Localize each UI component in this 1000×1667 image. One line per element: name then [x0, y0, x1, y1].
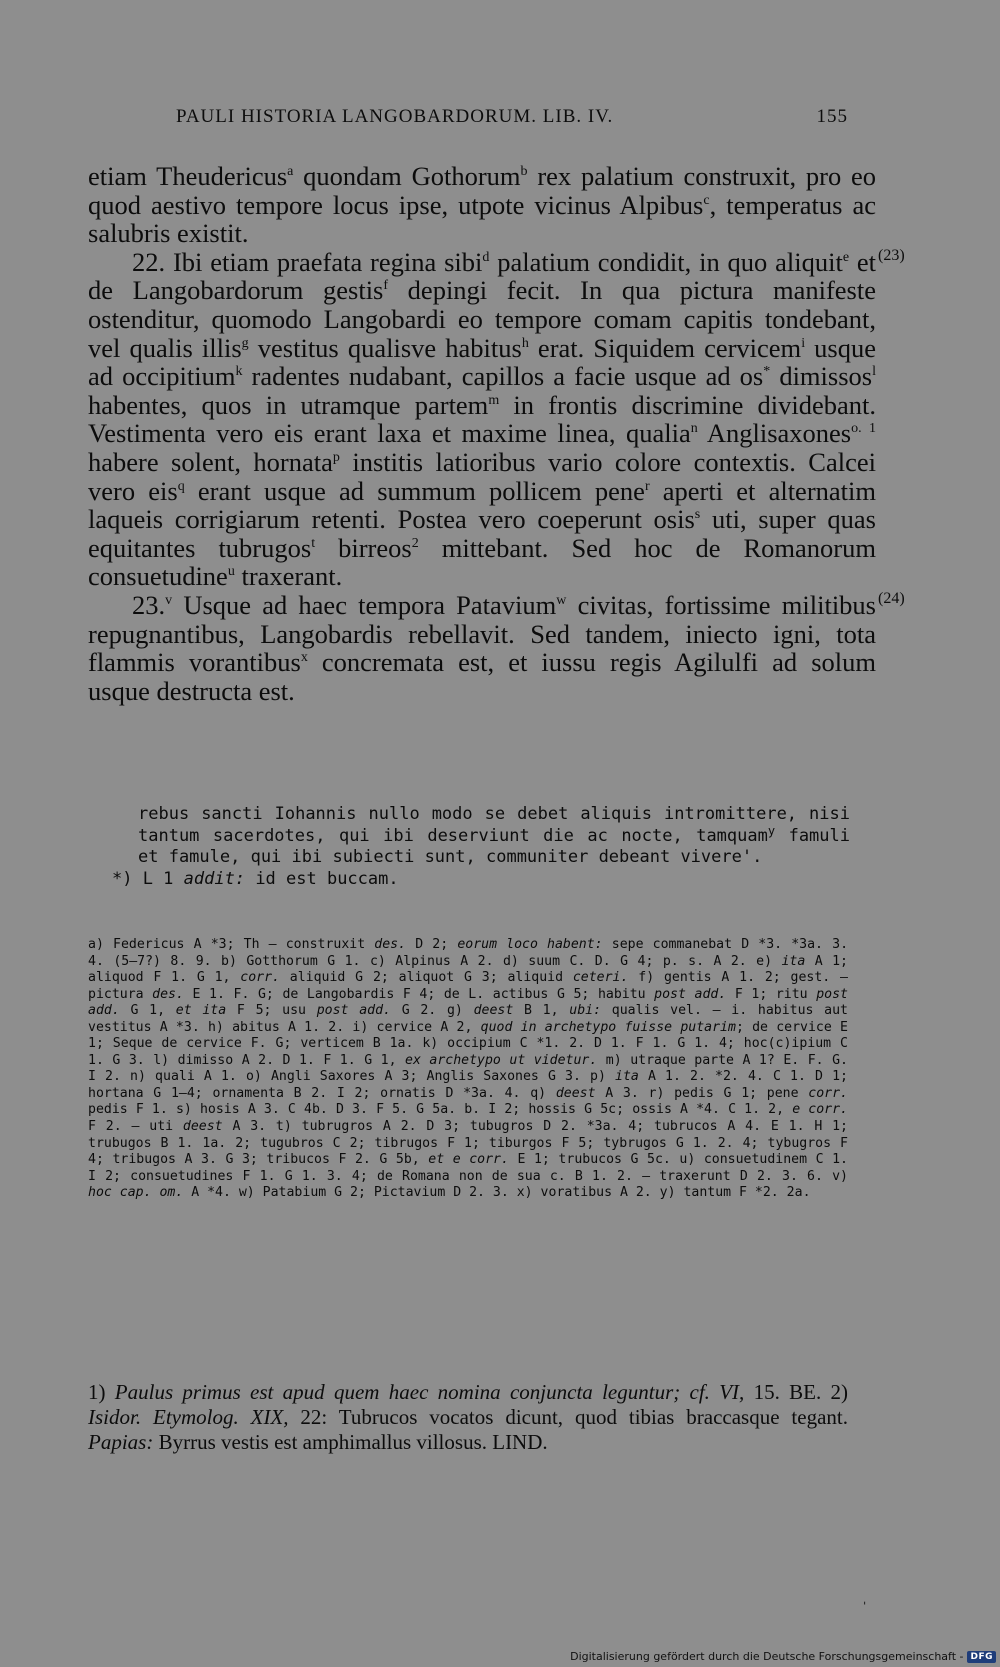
paragraph-chapter-23 — [88, 589, 905, 706]
apparatus-text: a) Federicus A *3; Th — construxit des. D 2; eorum loco habent: sepe commanebat D *3. *3a. 3. 4. (5—7?) 8. 9. b) Gotthorum G 1. c) Alpinus A 2. d) suum C. D. G 4; p. s. A 2. e) ita A 1; aliquod F 1. G 1, corr. aliquid G 2; aliquot G 3; aliquid ceteri. f) gentis A 1. 2; gest. — pictura des. E 1. F. G; de Langobardis F 4; de L. actibus G 5; habitu post add. F 1; ritu post add. G 1, et ita F 5; usu post add. G 2. g) deest B 1, ubi: qualis vel. — i. habitus aut vestitus A *3. h) abitus A 1. 2. i) cervice A 2, quod in archetypo fuisse putarim; de cervice E 1; Seque de cervice F. G; verticem B 1a. k) occipium C *1. 2. D 1. F 1. G 1. 4; hoc(c)ipium C 1. G 3. l) dimisso A 2. D 1. F 1. G 1, ex archetypo ut videtur. m) utraque parte A 1? E. F. G. I 2. n) quali A 1. o) Angli Saxores A 3; Anglis Saxones G 3. p) ita A 1. 2. *2. 4. C 1. D 1; hortana G 1—4; ornamenta B 2. I 2; ornatis D *3a. 4. q) deest A 3. r) pedis G 1; pene corr. pedis F 1. s) hosis A 3. C 4b. D 3. F 5. G 5a. b. I 2; hossis G 5c; ossis A *4. C 1. 2, e corr. F 2. — uti deest A 3. t) tubrugros A 2. D 3; tubugros D 2. *3a. 4; tubrucos A 4. E 1. H 1; trubugos B 1. 1a. 2; tugubros C 2; tibrugos F 1; tiburgos F 5; tybrugos G 1. 2. 4; tybugros F 4; tribugos A 3. G 3; tribucos F 2. G 5b, et e corr. E 1; trubucos G 5c. u) consuetudinem C 1. I 2; consuetudines F 1. G 1. 3. 4; de Romana non de sua c. B 1. 2. — traxerunt D 2. 3. 6. v) hoc cap. om. A *4. w) Patabium G 2; Pictavium D 2. 3. x) voratibus A 2. y) tantum F *2. 2a. — [88, 937, 849, 1201]
page-number: 155 — [816, 106, 848, 127]
asterisk-note — [112, 804, 850, 890]
critical-apparatus — [88, 937, 848, 1202]
paragraph-21-continuation: etiam Theudericus$^a$ quondam Gothorum$^b$ rex palatium construxit, pro eo quod aestivo tempore locus ipse, utpote vicinus Alpibus$^c$, temperatus ac salubris existit. — [88, 161, 877, 249]
dfg-logo-icon: DFG — [967, 1651, 996, 1663]
footnotes-text: 1) Paulus primus est apud quem haec nomina conjuncta leguntur; cf. VI, 15. BE. 2) Isidor. Etymolog. XIX, 22: Tubrucos vocatos dicunt, quod tibias braccasque tegant. Papias: Byrrus vestis est amphimallus villosus. LIND. — [88, 1380, 849, 1454]
chapter-22-text: 22. Ibi etiam praefata regina sibi$^d$ palatium condidit, in quo aliquit$^e$ et de Langobardorum gestis$^f$ depingi fecit. In qua pictura manifeste ostenditur, quomodo Langobardi eo tempore comam capitis tondebant, vel qualis illis$^g$ vestitus qualisve habitus$^h$ erat. Siquidem cervicem$^i$ usque ad occipitium$^k$ radentes nudabant, capillos a facie usque ad os* dimissos$^l$ habentes, quos in utramque partem$^m$ in frontis discrimine dividebant. Vestimenta vero eis erant laxa et maxime linea, qualia$^n$ Anglisaxones$^{o. 1}$ habere solent, hornata$^p$ institis latioribus vario colore contextis. Calcei vero eis$^q$ erant usque ad summum pollicem pene$^r$ aperti et alternatim laqueis corrigiarum retenti. Postea vero coeperunt osis$^s$ uti, super quas equitantes tubrugos$^t$ birreos$^2$ mittebant. Sed hoc de Romanorum consuetudine$^u$ traxerant. — [88, 246, 877, 592]
digitization-credit — [570, 1650, 996, 1663]
asterisk-note-addition: *) L 1 addit: id est buccam. — [112, 868, 399, 889]
footnotes — [88, 1380, 848, 1455]
margin-reference-24: (24) — [878, 589, 905, 607]
main-text — [88, 161, 905, 706]
paragraph-chapter-22 — [88, 246, 905, 592]
credit-text: Digitalisierung gefördert durch die Deutsche Forschungsgemeinschaft - — [570, 1650, 964, 1663]
scan-speck: ˌ — [863, 1592, 867, 1606]
chapter-23-text: 23.$^v$ Usque ad haec tempora Patavium$^w$ civitas, fortissime militibus repugnantibus, Langobardis rebellavit. Sed tandem, iniecto igni, tota flammis vorantibus$^x$ concremata est, et iussu regis Agilulfi ad solum usque destructa est. — [88, 589, 876, 706]
asterisk-note-body: rebus sancti Iohannis nullo modo se debet aliquis intromittere, nisi tantum sacerdotes, qui ibi deserviunt die ac nocte, tamquam$^y$ famuli et famule, qui ibi subiecti sunt, communiter debeant vivere'. — [138, 804, 850, 867]
running-title: PAULI HISTORIA LANGOBARDORUM. LIB. IV. — [176, 106, 614, 127]
margin-reference-23: (23) — [878, 246, 905, 264]
